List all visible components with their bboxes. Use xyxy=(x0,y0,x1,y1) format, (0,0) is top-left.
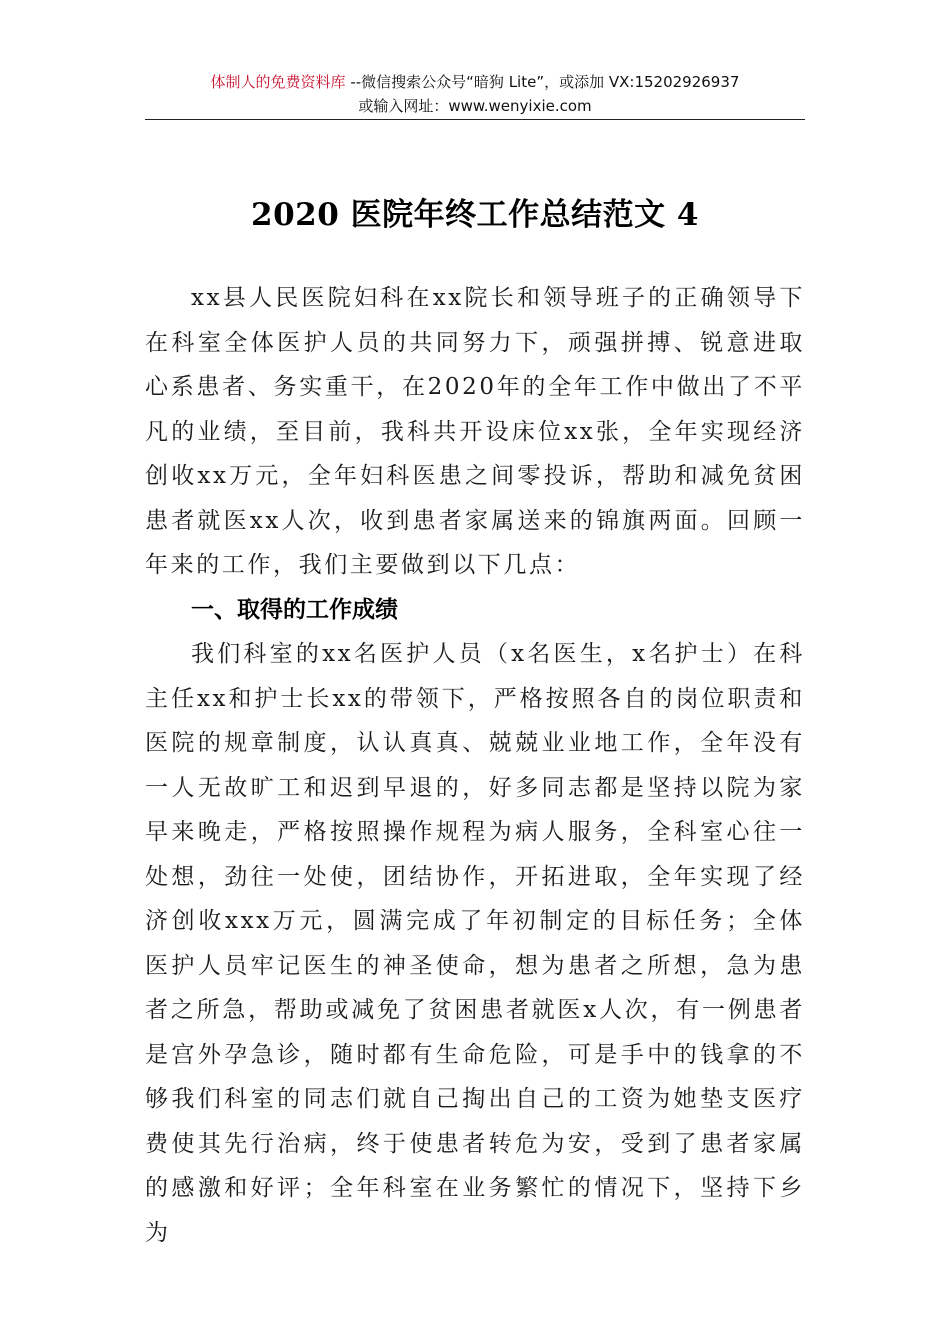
page-header xyxy=(145,70,805,118)
header-brand: 体制人的免费资料库 xyxy=(210,73,346,91)
header-line-2: 或输入网址：www.wenyixie.com xyxy=(358,97,592,115)
body-paragraph-1: xx县人民医院妇科在xx院长和领导班子的正确领导下在科室全体医护人员的共同努力下，顽强拼搏、锐意进取心系患者、务实重干，在2020年的全年工作中做出了不平凡的业绩，至目前，我科共开设床位xx张，全年实现经济创收xx万元，全年妇科医患之间零投诉，帮助和减免贫困患者就医xx人次，收到患者家属送来的锦旗两面。回顾一年来的工作，我们主要做到以下几点： xyxy=(145,285,805,578)
document-title: 2020 医院年终工作总结范文 4 xyxy=(251,196,699,233)
header-contact: --微信搜索公众号“暗狗 Lite”，或添加 VX:15202926937 xyxy=(345,73,740,91)
body-paragraph-2: 我们科室的xx名医护人员（x名医生，x名护士）在科主任xx和护士长xx的带领下，严格按照各自的岗位职责和医院的规章制度，认认真真、兢兢业业地工作，全年没有一人无故旷工和迟到早退的，好多同志都是坚持以院为家早来晚走，严格按照操作规程为病人服务，全科室心往一处想，劲往一处使，团结协作，开拓进取，全年实现了经济创收xxx万元，圆满完成了年初制定的目标任务；全体医护人员牢记医生的神圣使命，想为患者之所想，急为患者之所急，帮助或减免了贫困患者就医x人次，有一例患者是宫外孕急诊，随时都有生命危险，可是手中的钱拿的不够我们科室的同志们就自己掏出自己的工资为她垫支医疗费使其先行治病，终于使患者转危为安，受到了患者家属的感激和好评；全年科室在业务繁忙的情况下，坚持下乡为 xyxy=(145,641,805,1246)
header-line-1 xyxy=(145,70,805,94)
document-body xyxy=(145,276,805,1255)
section-heading: 一、取得的工作成绩 xyxy=(191,596,398,623)
header-divider xyxy=(145,119,805,120)
